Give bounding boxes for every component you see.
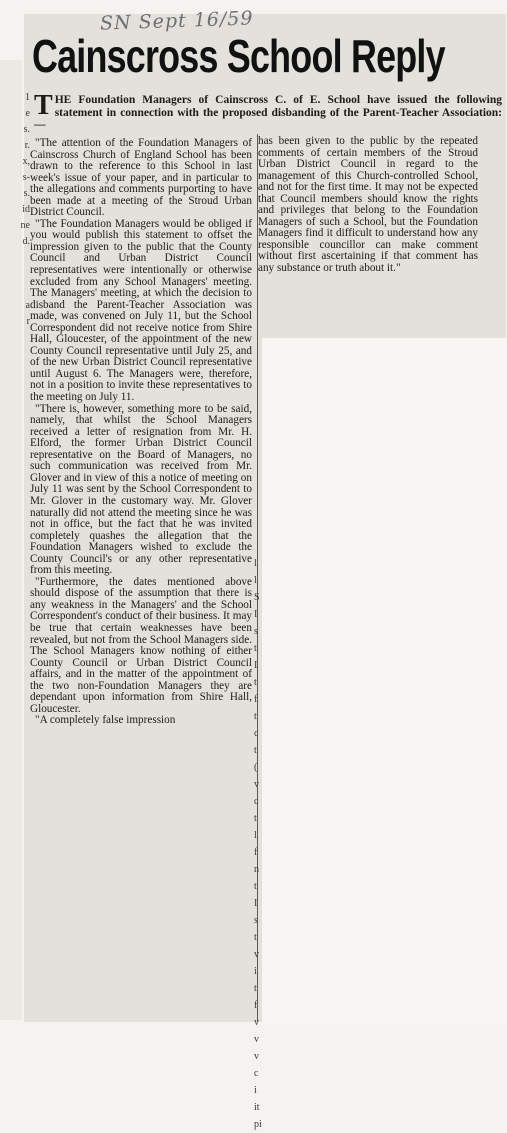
edge-fragment: t <box>254 881 257 892</box>
intro-paragraph <box>34 90 502 132</box>
edge-fragment: t <box>254 711 257 722</box>
edge-fragment: i <box>254 1085 257 1096</box>
edge-fragment: n <box>254 864 259 875</box>
edge-fragment <box>10 250 30 266</box>
edge-fragment: s <box>254 915 258 926</box>
paragraph: "A completely false impression <box>35 714 176 727</box>
edge-fragment: v <box>254 1051 259 1062</box>
edge-fragment <box>10 282 30 298</box>
edge-fragment: l <box>254 830 257 841</box>
edge-fragment: v <box>254 779 259 790</box>
edge-fragment: i <box>254 966 257 977</box>
edge-fragment: a <box>25 300 30 311</box>
edge-fragment: I <box>254 660 258 671</box>
edge-fragment: 1 <box>25 92 30 103</box>
right-column <box>258 136 478 275</box>
left-edge-fragments <box>10 90 30 330</box>
edge-fragment: r <box>26 316 30 327</box>
edge-fragment: d. <box>22 236 30 247</box>
edge-fragment: s. <box>23 188 30 199</box>
edge-fragment: S <box>254 592 260 603</box>
edge-fragment: id <box>22 204 30 215</box>
paragraph: "The Foundation Managers would be obliged if you would publish this statement to offset the impression given to the public that the County Council and Urban District Council representatives were intentionally or otherwise excluded from any School Managers' meeting. The Managers' meeting, at which the decision to disband the Parent-Teacher Association was made, was convened on July 11, but the School Correspondent did not receive notice from Shire Hall, Gloucester, of the appointment of the new County Council representative until July 25, and of the new Urban District Council representative until August 6. The Managers were, therefore, not in a position to invite these representatives to the meeting on July 11. <box>30 217 252 404</box>
edge-fragment: t <box>254 745 257 756</box>
edge-fragment: s. <box>23 124 30 135</box>
edge-fragment: f <box>254 847 258 858</box>
intro-text: HE Foundation Managers of Cainscross C. of E. School have issued the following statement in connection with the proposed disbanding of the Parent-Teacher Association:— <box>34 94 502 132</box>
edge-fragment: t <box>254 643 257 654</box>
edge-fragment: I <box>254 609 258 620</box>
right-edge-fragments <box>254 555 266 1133</box>
edge-fragment: v <box>254 949 259 960</box>
edge-fragment: r. <box>24 140 30 151</box>
blank-mount-area <box>262 338 507 1024</box>
edge-fragment: c <box>254 1068 259 1079</box>
edge-fragment: t <box>254 677 257 688</box>
edge-fragment: t <box>254 932 257 943</box>
headline: Cainscross School Reply <box>32 30 445 82</box>
edge-fragment: t <box>254 983 257 994</box>
edge-fragment: c <box>254 728 259 739</box>
edge-fragment: s <box>254 626 258 637</box>
handwritten-date-note: SN Sept 16/59 <box>99 7 254 35</box>
edge-fragment: t <box>254 813 257 824</box>
edge-fragment: f <box>254 694 258 705</box>
edge-fragment: pi <box>254 1119 262 1130</box>
paragraph: "Furthermore, the dates mentioned above should dispose of the assumption that there is any weakness in the Managers' and the School Correspondent's conduct of their business. It may be true that certain weaknesses have been revealed, but not from the School Managers side. The School Managers know nothing of either County Council or Urban District Council affairs, and in the matter of the appointment of the two non-Foundation Managers they are dependant upon information from Shire Hall, Gloucester. <box>30 575 252 715</box>
edge-fragment: l <box>254 575 257 586</box>
edge-fragment: f <box>254 1000 258 1011</box>
edge-fragment: l <box>254 558 257 569</box>
edge-fragment: e <box>25 108 30 119</box>
left-column <box>30 138 252 727</box>
edge-fragment <box>10 266 30 282</box>
edge-fragment: ( <box>254 762 258 773</box>
edge-fragment: c <box>254 796 259 807</box>
edge-fragment: s- <box>22 172 30 183</box>
edge-fragment: I <box>254 898 258 909</box>
edge-fragment: x, <box>22 156 30 167</box>
edge-fragment: ne <box>20 220 30 231</box>
paragraph: "There is, however, something more to be said, namely, that whilst the School Managers received a letter of resignation from Mr. H. Elford, the former Urban District Council representative on the Board of Managers, no such communication was received from Mr. Glover and in view of this a notice of meeting on July 11 was sent by the School Correspondent to Mr. Glover in the customary way. Mr. Glover naturally did not attend the meeting since he was not in office, but the fact that he was invited completely quashes the allegation that the Foundation Managers wished to exclude the County Council's or any other representative from this meeting. <box>30 402 252 577</box>
paragraph: has been given to the public by the repeated comments of certain members of the Stroud Urban District Council in regard to the management of this Church-controlled School, and not for the first time. It may not be expected that Council members should know the rights and privileges that belong to the Foundation Managers of such a School, but the Foundation Managers find it difficult to understand how any responsible councillor can make comment without first ascertaining if that comment has any substance or truth about it." <box>258 135 478 275</box>
paragraph: "The attention of the Foundation Managers of Cainscross Church of England School has been drawn to the reference to this School in last week's issue of your paper, and in particular to the allegations and comments purporting to have been made at a meeting of the Stroud Urban District Council. <box>30 137 252 219</box>
edge-fragment: it <box>254 1102 260 1113</box>
edge-fragment: v <box>254 1034 259 1045</box>
drop-cap: T <box>34 90 53 121</box>
edge-fragment: v <box>254 1017 259 1028</box>
